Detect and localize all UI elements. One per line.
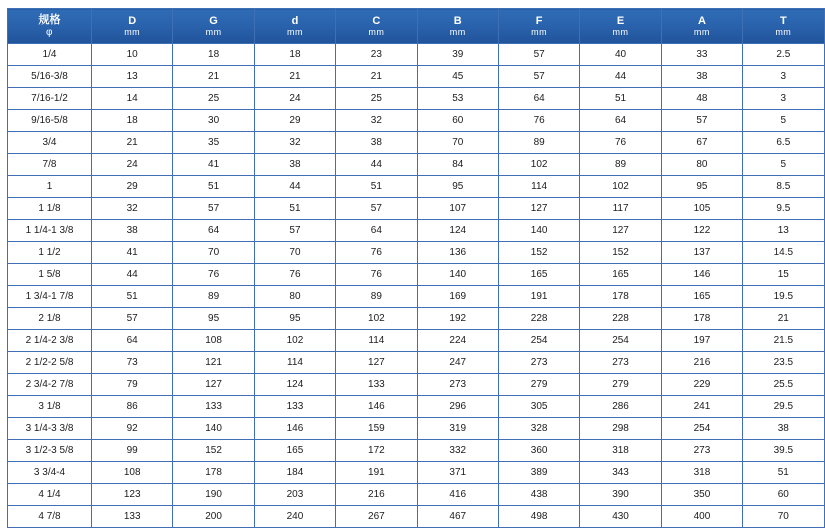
value-cell: 136 (417, 242, 498, 264)
value-cell: 29 (92, 176, 173, 198)
value-cell: 165 (661, 286, 742, 308)
value-cell: 57 (661, 110, 742, 132)
value-cell: 92 (92, 418, 173, 440)
value-cell: 2.5 (743, 44, 824, 66)
value-cell: 191 (336, 462, 417, 484)
value-cell: 108 (173, 330, 254, 352)
table-row (8, 176, 825, 198)
value-cell: 39 (417, 44, 498, 66)
value-cell: 146 (661, 264, 742, 286)
table-row (8, 88, 825, 110)
value-cell: 102 (498, 154, 579, 176)
spec-cell: 1 3/4-1 7/8 (8, 286, 92, 308)
table-row (8, 418, 825, 440)
value-cell: 23 (336, 44, 417, 66)
spec-cell: 1 1/2 (8, 242, 92, 264)
value-cell: 319 (417, 418, 498, 440)
value-cell: 25.5 (743, 374, 824, 396)
table-row (8, 66, 825, 88)
value-cell: 114 (336, 330, 417, 352)
value-cell: 360 (498, 440, 579, 462)
value-cell: 10 (92, 44, 173, 66)
value-cell: 332 (417, 440, 498, 462)
value-cell: 21 (92, 132, 173, 154)
value-cell: 32 (336, 110, 417, 132)
value-cell: 178 (173, 462, 254, 484)
table-row (8, 132, 825, 154)
value-cell: 169 (417, 286, 498, 308)
value-cell: 64 (498, 88, 579, 110)
value-cell: 123 (92, 484, 173, 506)
spec-cell: 4 1/4 (8, 484, 92, 506)
value-cell: 45 (417, 66, 498, 88)
value-cell: 57 (336, 198, 417, 220)
value-cell: 70 (743, 506, 824, 528)
value-cell: 152 (498, 242, 579, 264)
value-cell: 21 (336, 66, 417, 88)
value-cell: 70 (417, 132, 498, 154)
value-cell: 371 (417, 462, 498, 484)
value-cell: 146 (254, 418, 335, 440)
table-row (8, 242, 825, 264)
table-row (8, 462, 825, 484)
value-cell: 73 (92, 352, 173, 374)
value-cell: 48 (661, 88, 742, 110)
value-cell: 23.5 (743, 352, 824, 374)
value-cell: 122 (661, 220, 742, 242)
value-cell: 400 (661, 506, 742, 528)
table-row (8, 198, 825, 220)
value-cell: 121 (173, 352, 254, 374)
spec-cell: 1 (8, 176, 92, 198)
value-cell: 6.5 (743, 132, 824, 154)
table-row (8, 308, 825, 330)
value-cell: 38 (743, 418, 824, 440)
value-cell: 44 (254, 176, 335, 198)
value-cell: 224 (417, 330, 498, 352)
column-header-a (661, 9, 742, 44)
value-cell: 95 (661, 176, 742, 198)
value-cell: 267 (336, 506, 417, 528)
table-row (8, 374, 825, 396)
value-cell: 44 (92, 264, 173, 286)
value-cell: 5 (743, 154, 824, 176)
value-cell: 89 (173, 286, 254, 308)
value-cell: 13 (92, 66, 173, 88)
value-cell: 24 (92, 154, 173, 176)
value-cell: 105 (661, 198, 742, 220)
value-cell: 305 (498, 396, 579, 418)
column-header-unit: mm (205, 27, 222, 38)
value-cell: 32 (92, 198, 173, 220)
value-cell: 60 (743, 484, 824, 506)
value-cell: 51 (254, 198, 335, 220)
value-cell: 240 (254, 506, 335, 528)
column-header-d (254, 9, 335, 44)
value-cell: 39.5 (743, 440, 824, 462)
value-cell: 107 (417, 198, 498, 220)
value-cell: 80 (661, 154, 742, 176)
value-cell: 190 (173, 484, 254, 506)
value-cell: 343 (580, 462, 661, 484)
column-header-unit: mm (693, 27, 710, 38)
column-header-name: T (779, 14, 787, 27)
value-cell: 133 (336, 374, 417, 396)
value-cell: 172 (336, 440, 417, 462)
value-cell: 18 (173, 44, 254, 66)
value-cell: 21 (254, 66, 335, 88)
value-cell: 140 (417, 264, 498, 286)
value-cell: 38 (92, 220, 173, 242)
value-cell: 18 (254, 44, 335, 66)
value-cell: 124 (417, 220, 498, 242)
value-cell: 416 (417, 484, 498, 506)
column-header-unit: mm (286, 27, 303, 38)
value-cell: 32 (254, 132, 335, 154)
value-cell: 70 (254, 242, 335, 264)
value-cell: 84 (417, 154, 498, 176)
value-cell: 24 (254, 88, 335, 110)
value-cell: 124 (254, 374, 335, 396)
table-body (8, 44, 825, 528)
value-cell: 165 (254, 440, 335, 462)
value-cell: 279 (580, 374, 661, 396)
value-cell: 184 (254, 462, 335, 484)
column-header-unit: mm (531, 27, 548, 38)
value-cell: 57 (254, 220, 335, 242)
spec-cell: 1/4 (8, 44, 92, 66)
value-cell: 21 (743, 308, 824, 330)
value-cell: 44 (336, 154, 417, 176)
spec-cell: 7/16-1/2 (8, 88, 92, 110)
value-cell: 89 (336, 286, 417, 308)
table-header (8, 9, 825, 44)
value-cell: 273 (417, 374, 498, 396)
value-cell: 438 (498, 484, 579, 506)
value-cell: 114 (254, 352, 335, 374)
value-cell: 140 (498, 220, 579, 242)
spec-cell: 7/8 (8, 154, 92, 176)
table-row (8, 264, 825, 286)
value-cell: 229 (661, 374, 742, 396)
spec-cell: 1 1/4-1 3/8 (8, 220, 92, 242)
column-header-unit: mm (612, 27, 629, 38)
value-cell: 197 (661, 330, 742, 352)
column-header-f (498, 9, 579, 44)
value-cell: 127 (173, 374, 254, 396)
value-cell: 76 (254, 264, 335, 286)
column-header-unit: mm (124, 27, 141, 38)
value-cell: 18 (92, 110, 173, 132)
table-row (8, 286, 825, 308)
value-cell: 76 (336, 242, 417, 264)
value-cell: 35 (173, 132, 254, 154)
value-cell: 41 (173, 154, 254, 176)
value-cell: 389 (498, 462, 579, 484)
value-cell: 38 (661, 66, 742, 88)
column-header-name: E (616, 14, 625, 27)
value-cell: 286 (580, 396, 661, 418)
spec-cell: 3 3/4-4 (8, 462, 92, 484)
spec-cell: 2 1/8 (8, 308, 92, 330)
table-row (8, 154, 825, 176)
value-cell: 430 (580, 506, 661, 528)
value-cell: 254 (580, 330, 661, 352)
value-cell: 76 (580, 132, 661, 154)
value-cell: 178 (661, 308, 742, 330)
value-cell: 127 (580, 220, 661, 242)
value-cell: 19.5 (743, 286, 824, 308)
spec-cell: 1 5/8 (8, 264, 92, 286)
value-cell: 44 (580, 66, 661, 88)
spec-cell: 4 7/8 (8, 506, 92, 528)
column-header-d (92, 9, 173, 44)
value-cell: 64 (173, 220, 254, 242)
column-header-e (580, 9, 661, 44)
spec-cell: 1 1/8 (8, 198, 92, 220)
table-row (8, 506, 825, 528)
value-cell: 228 (580, 308, 661, 330)
value-cell: 3 (743, 66, 824, 88)
value-cell: 64 (580, 110, 661, 132)
value-cell: 127 (336, 352, 417, 374)
value-cell: 51 (336, 176, 417, 198)
table-row (8, 44, 825, 66)
column-header-spec (8, 9, 92, 44)
specification-table (7, 8, 825, 528)
spec-cell: 2 1/4-2 3/8 (8, 330, 92, 352)
column-header-unit: φ (46, 26, 53, 38)
value-cell: 30 (173, 110, 254, 132)
value-cell: 38 (336, 132, 417, 154)
value-cell: 51 (580, 88, 661, 110)
value-cell: 41 (92, 242, 173, 264)
value-cell: 14 (92, 88, 173, 110)
table-row (8, 440, 825, 462)
table-row (8, 352, 825, 374)
value-cell: 40 (580, 44, 661, 66)
value-cell: 89 (498, 132, 579, 154)
value-cell: 178 (580, 286, 661, 308)
value-cell: 38 (254, 154, 335, 176)
spec-cell: 3/4 (8, 132, 92, 154)
value-cell: 241 (661, 396, 742, 418)
value-cell: 64 (92, 330, 173, 352)
value-cell: 133 (173, 396, 254, 418)
column-header-name: B (453, 14, 462, 27)
table-row (8, 330, 825, 352)
column-header-name: D (128, 14, 137, 27)
value-cell: 3 (743, 88, 824, 110)
value-cell: 76 (173, 264, 254, 286)
value-cell: 15 (743, 264, 824, 286)
value-cell: 216 (336, 484, 417, 506)
value-cell: 80 (254, 286, 335, 308)
value-cell: 152 (173, 440, 254, 462)
value-cell: 390 (580, 484, 661, 506)
column-header-name: 规格 (38, 13, 61, 26)
value-cell: 108 (92, 462, 173, 484)
column-header-unit: mm (368, 27, 385, 38)
value-cell: 102 (336, 308, 417, 330)
value-cell: 328 (498, 418, 579, 440)
column-header-name: d (291, 14, 299, 27)
value-cell: 203 (254, 484, 335, 506)
value-cell: 29 (254, 110, 335, 132)
value-cell: 89 (580, 154, 661, 176)
value-cell: 53 (417, 88, 498, 110)
spec-cell: 3 1/8 (8, 396, 92, 418)
value-cell: 14.5 (743, 242, 824, 264)
value-cell: 117 (580, 198, 661, 220)
value-cell: 51 (92, 286, 173, 308)
value-cell: 60 (417, 110, 498, 132)
value-cell: 318 (580, 440, 661, 462)
value-cell: 76 (498, 110, 579, 132)
column-header-b (417, 9, 498, 44)
value-cell: 51 (743, 462, 824, 484)
value-cell: 152 (580, 242, 661, 264)
value-cell: 64 (336, 220, 417, 242)
spec-cell: 5/16-3/8 (8, 66, 92, 88)
spec-cell: 2 1/2-2 5/8 (8, 352, 92, 374)
value-cell: 70 (173, 242, 254, 264)
column-header-name: F (535, 14, 543, 27)
value-cell: 165 (580, 264, 661, 286)
value-cell: 192 (417, 308, 498, 330)
value-cell: 21 (173, 66, 254, 88)
value-cell: 318 (661, 462, 742, 484)
column-header-name: G (209, 14, 218, 27)
value-cell: 8.5 (743, 176, 824, 198)
value-cell: 76 (336, 264, 417, 286)
table-row (8, 110, 825, 132)
value-cell: 102 (580, 176, 661, 198)
column-header-name: C (372, 14, 381, 27)
spec-cell: 2 3/4-2 7/8 (8, 374, 92, 396)
value-cell: 57 (498, 44, 579, 66)
value-cell: 33 (661, 44, 742, 66)
value-cell: 159 (336, 418, 417, 440)
value-cell: 67 (661, 132, 742, 154)
value-cell: 57 (92, 308, 173, 330)
value-cell: 9.5 (743, 198, 824, 220)
value-cell: 467 (417, 506, 498, 528)
value-cell: 273 (580, 352, 661, 374)
value-cell: 95 (254, 308, 335, 330)
value-cell: 13 (743, 220, 824, 242)
value-cell: 114 (498, 176, 579, 198)
value-cell: 79 (92, 374, 173, 396)
value-cell: 95 (173, 308, 254, 330)
value-cell: 350 (661, 484, 742, 506)
value-cell: 51 (173, 176, 254, 198)
value-cell: 273 (498, 352, 579, 374)
value-cell: 146 (336, 396, 417, 418)
spec-cell: 3 1/4-3 3/8 (8, 418, 92, 440)
value-cell: 200 (173, 506, 254, 528)
value-cell: 298 (580, 418, 661, 440)
table-row (8, 220, 825, 242)
value-cell: 228 (498, 308, 579, 330)
value-cell: 99 (92, 440, 173, 462)
value-cell: 57 (173, 198, 254, 220)
value-cell: 95 (417, 176, 498, 198)
value-cell: 273 (661, 440, 742, 462)
value-cell: 296 (417, 396, 498, 418)
value-cell: 102 (254, 330, 335, 352)
value-cell: 5 (743, 110, 824, 132)
table-row (8, 484, 825, 506)
value-cell: 25 (336, 88, 417, 110)
column-header-g (173, 9, 254, 44)
value-cell: 191 (498, 286, 579, 308)
value-cell: 133 (92, 506, 173, 528)
value-cell: 133 (254, 396, 335, 418)
value-cell: 127 (498, 198, 579, 220)
value-cell: 279 (498, 374, 579, 396)
value-cell: 216 (661, 352, 742, 374)
spec-cell: 9/16-5/8 (8, 110, 92, 132)
value-cell: 21.5 (743, 330, 824, 352)
value-cell: 247 (417, 352, 498, 374)
column-header-c (336, 9, 417, 44)
spec-cell: 3 1/2-3 5/8 (8, 440, 92, 462)
value-cell: 137 (661, 242, 742, 264)
column-header-t (743, 9, 824, 44)
value-cell: 57 (498, 66, 579, 88)
value-cell: 254 (498, 330, 579, 352)
value-cell: 140 (173, 418, 254, 440)
value-cell: 29.5 (743, 396, 824, 418)
column-header-name: A (697, 14, 706, 27)
value-cell: 254 (661, 418, 742, 440)
header-row (8, 9, 825, 44)
value-cell: 25 (173, 88, 254, 110)
column-header-unit: mm (775, 27, 792, 38)
value-cell: 86 (92, 396, 173, 418)
column-header-unit: mm (449, 27, 466, 38)
value-cell: 165 (498, 264, 579, 286)
value-cell: 498 (498, 506, 579, 528)
table-row (8, 396, 825, 418)
